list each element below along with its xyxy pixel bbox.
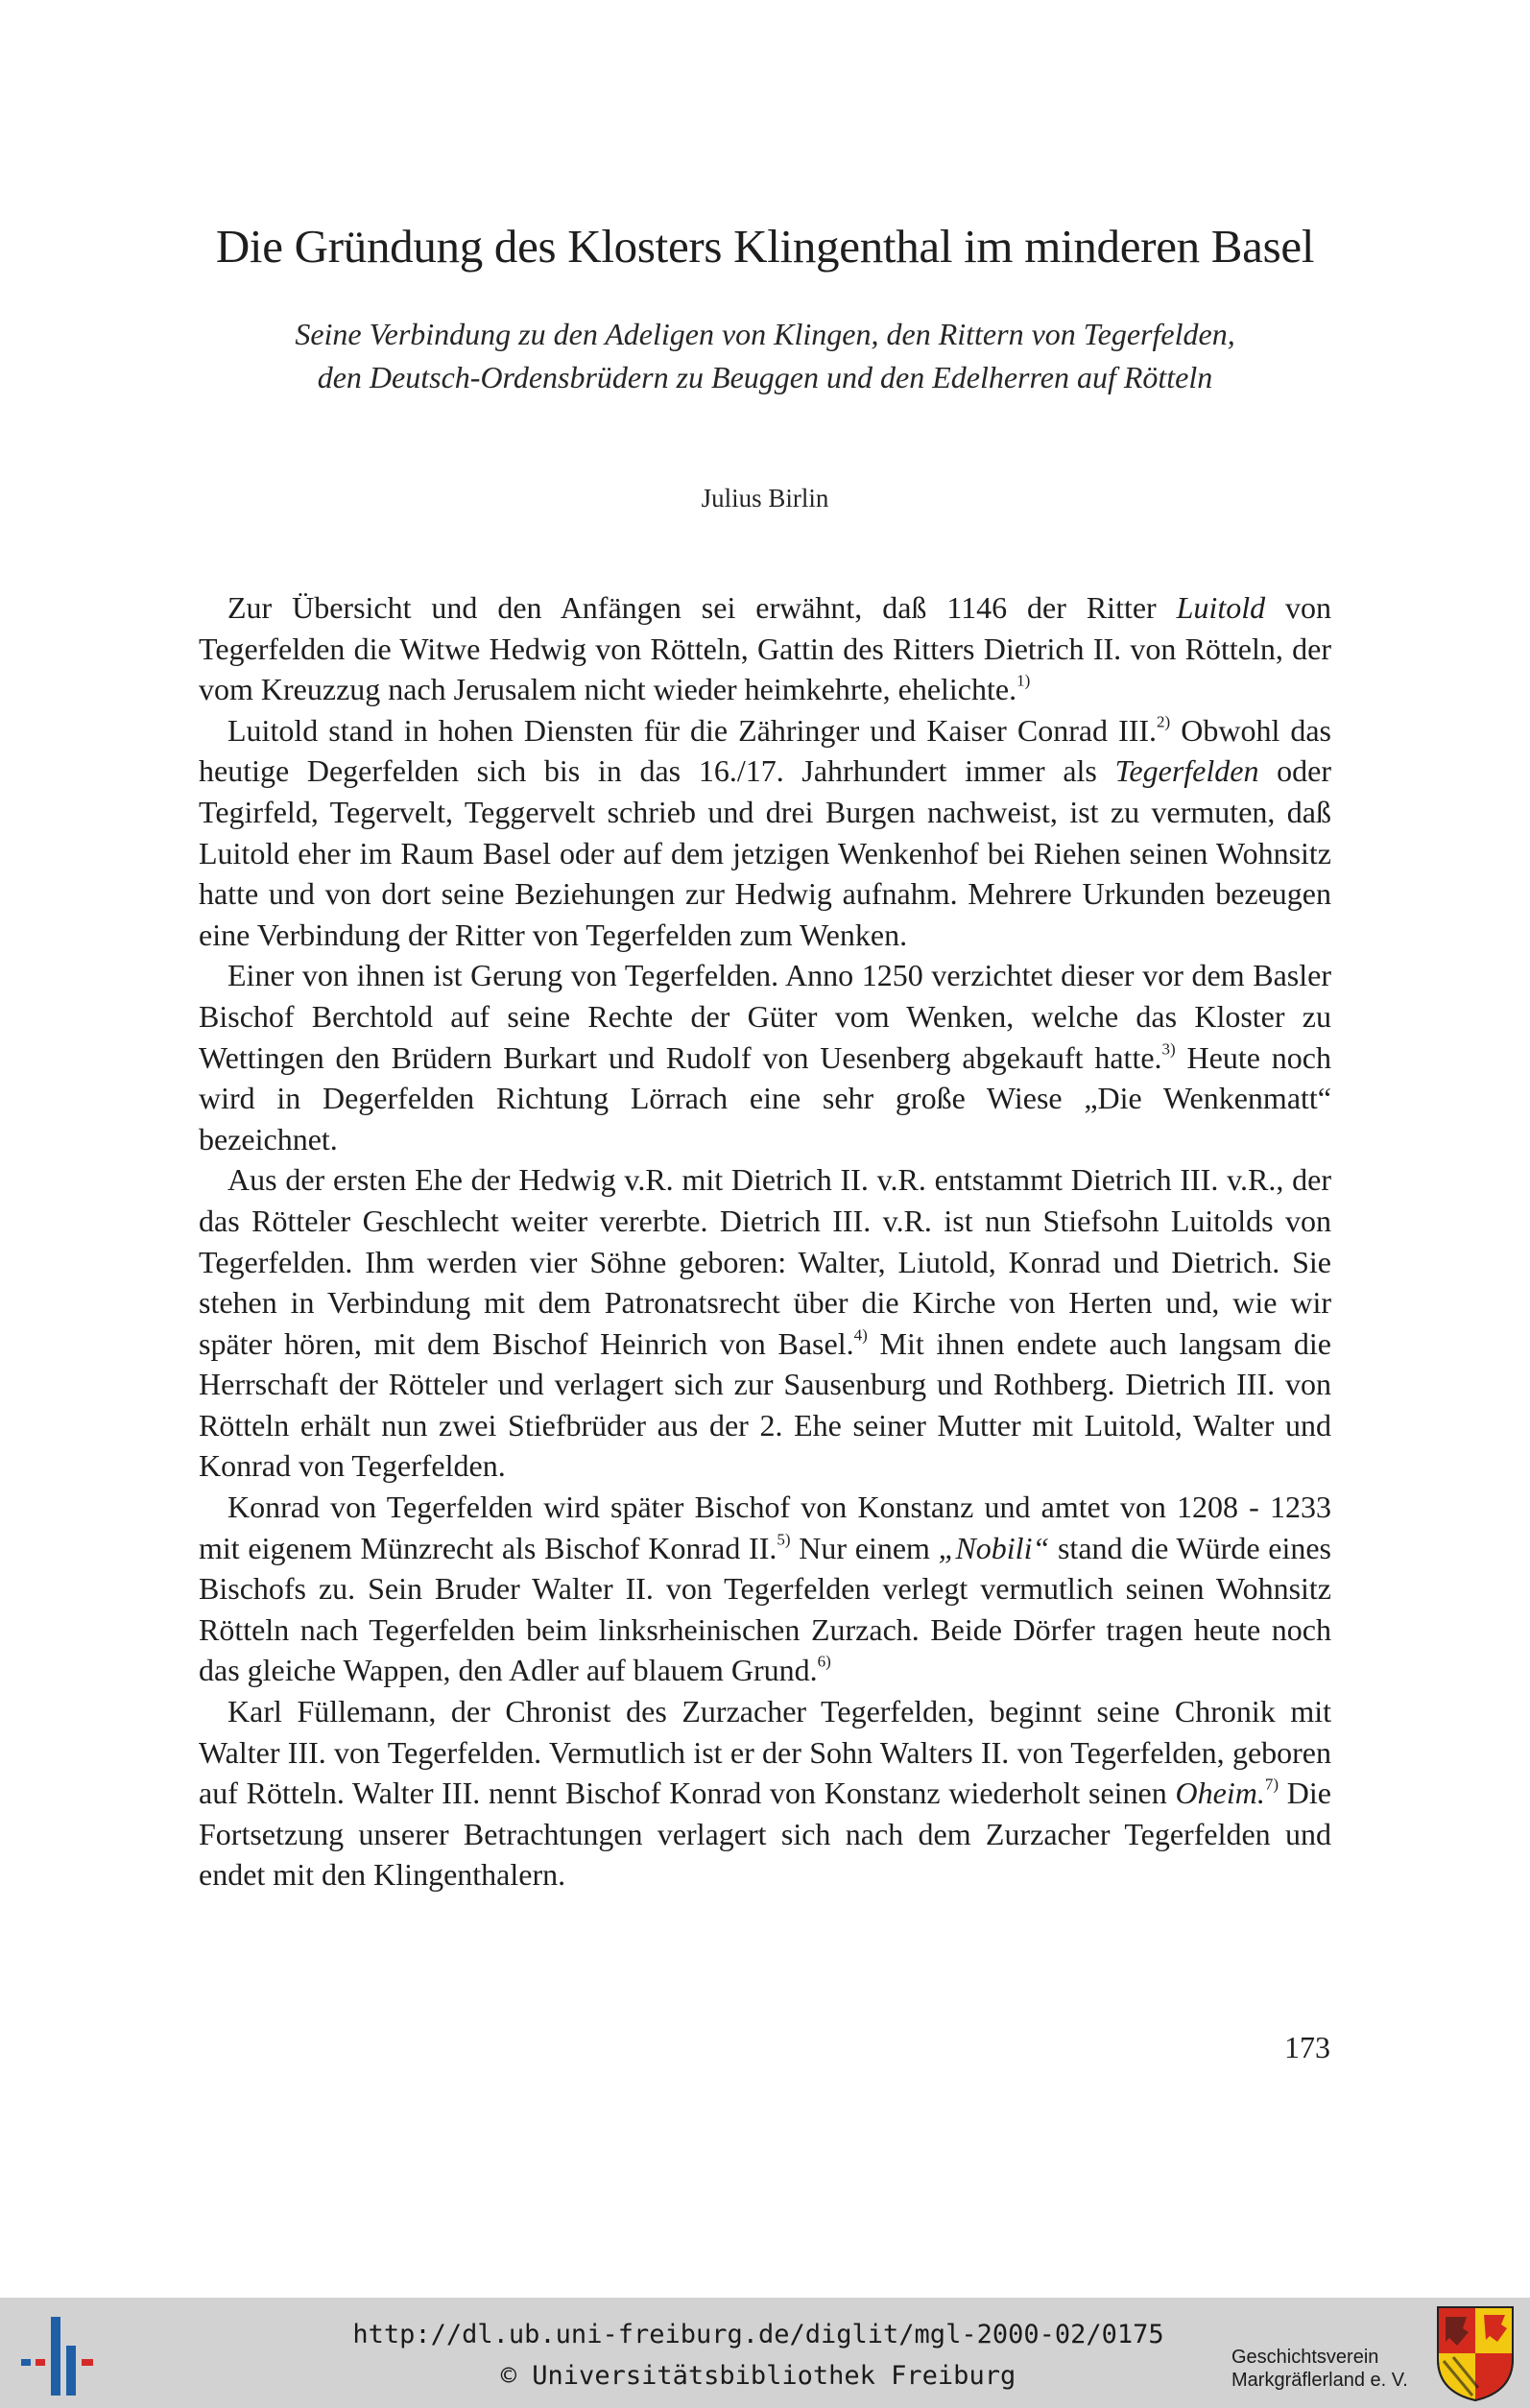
italic-text: Tegerfelden: [1114, 753, 1259, 789]
paragraph-text: Die Fortsetzung unserer Betrachtungen verlagert sich nach dem Zurzacher Tegerfelden und endet mit den Klingenthalern.: [199, 1776, 1332, 1893]
subtitle-line-2: den Deutsch-Ordensbrüdern zu Beuggen und den Edelherren auf Rötteln: [317, 360, 1213, 394]
coat-of-arms-icon: [1434, 2303, 1517, 2403]
footnote-marker: 7): [1264, 1775, 1279, 1794]
paragraph-6: [199, 1691, 1331, 1895]
paragraph-text: Zur Übersicht und den Anfängen sei erwähnt, daß 1146 der Ritter: [227, 590, 1177, 625]
footnote-marker: 1): [1016, 671, 1031, 690]
footnote-marker: 6): [817, 1653, 831, 1671]
footnote-marker: 5): [777, 1530, 791, 1549]
author-name: Julius Birlin: [701, 484, 829, 513]
footer-society-name: [1231, 2346, 1423, 2392]
footer-copyright: © Universitätsbibliothek Freiburg: [500, 2361, 1016, 2391]
paragraph-text: stand die Würde eines Bischofs zu. Sein Bruder Walter II. von Tegerfelden verlegt vermutlich seinen Wohnsitz Rötteln nach Tegerfelden beim linksrheinischen Zurzach. Beide Dörfer tragen heute noch das gleiche Wappen, den Adler auf blauem Grund.: [199, 1530, 1331, 1688]
paragraph-text: Aus der ersten Ehe der Hedwig v.R. mit Dietrich II. v.R. entstammt Dietrich III. v.R., der das Rötteler Geschlecht weiter vererbte. Dietrich III. v.R. ist nun Stiefsohn Luitolds von Tegerfelden. Ihm werden vier Söhne geboren: Walter, Liutold, Konrad und Dietrich. Sie stehen in Verbindung mit dem Patronatsrecht über die Kirche von Herten und, wie wir später hören, mit dem Bischof Heinrich von Basel.: [199, 1162, 1331, 1361]
footnote-marker: 4): [853, 1325, 868, 1345]
society-line-1: Geschichtsverein: [1231, 2347, 1379, 2368]
paragraph-4: [199, 1159, 1331, 1487]
paragraph-text: Luitold stand in hohen Diensten für die Zähringer und Kaiser Conrad III.: [227, 712, 1158, 748]
footer-url-link[interactable]: http://dl.ub.uni-freiburg.de/diglit/mgl-2000-02/0175: [352, 2320, 1164, 2349]
subtitle-line-1: Seine Verbindung zu den Adeligen von Klingen, den Rittern von Tegerfelden,: [295, 317, 1235, 351]
article-body: [199, 587, 1331, 1895]
paragraph-text: von Tegerfelden die Witwe Hedwig von Rötteln, Gattin des Ritters Dietrich II. von Rötteln, der vom Kreuzzug nach Jerusalem nicht wieder heimkehrte, ehelichte.: [199, 590, 1332, 707]
article-title: Die Gründung des Klosters Klingenthal im minderen Basel: [215, 220, 1315, 273]
footnote-marker: 3): [1161, 1039, 1176, 1059]
ub-freiburg-logo-icon: [15, 2305, 102, 2401]
paragraph-text: Karl Füllemann, der Chronist des Zurzacher Tegerfelden, beginnt seine Chronik mit Walter III. von Tegerfelden. Vermutlich ist er der Sohn Walters II. von Tegerfelden, geboren auf Rötteln. Walter III. nennt Bischof Konrad von Konstanz wiederholt seinen: [199, 1694, 1331, 1811]
paragraph-text: Obwohl das heutige Degerfelden sich bis in das 16./17. Jahrhundert immer als: [199, 712, 1331, 789]
paragraph-text: oder Tegirfeld, Tegervelt, Teggervelt schrieb und drei Burgen nachweist, ist zu vermuten, daß Luitold eher im Raum Basel oder auf dem jetzigen Wenkenhof bei Riehen seinen Wohnsitz hatte und von dort seine Beziehungen zur Hedwig aufnahm. Mehrere Urkunden bezeugen eine Verbindung der Ritter von Tegerfelden zum Wenken.: [199, 753, 1332, 952]
footer-bar: [0, 2298, 1530, 2408]
paragraph-text: Einer von ihnen ist Gerung von Tegerfelden. Anno 1250 verzichtet dieser vor dem Basler Bischof Berchtold auf seine Rechte der Güter vom Wenken, welche das Kloster zu Wettingen den Brüdern Burkart und Rudolf von Uesenberg abgekauft hatte.: [199, 958, 1331, 1075]
article-subtitle: [192, 313, 1338, 399]
page-number: 173: [1284, 2030, 1330, 2064]
paragraph-text: Konrad von Tegerfelden wird später Bischof von Konstanz und amtet von 1208 - 1233 mit eigenem Münzrecht als Bischof Konrad II.: [199, 1490, 1331, 1565]
paragraph-text: Nur einem: [790, 1530, 939, 1565]
paragraph-text: Mit ihnen endete auch langsam die Herrschaft der Rötteler und verlagert sich zur Sausenburg und Rothberg. Dietrich III. von Rötteln erhält nun zwei Stiefbrüder aus der 2. Ehe seiner Mutter mit Luitold, Walter und Konrad von Tegerfelden.: [199, 1325, 1332, 1484]
footnote-marker: 2): [1157, 712, 1171, 731]
paragraph-5: [199, 1487, 1331, 1691]
paragraph-3: [199, 955, 1331, 1159]
italic-text: Luitold: [1176, 590, 1266, 625]
paragraph-text: Heute noch wird in Degerfelden Richtung Lörrach eine sehr große Wiese „Die Wenkenmatt“ bezeichnet.: [199, 1039, 1332, 1156]
italic-text: Oheim.: [1175, 1776, 1265, 1811]
italic-text: „Nobili“: [938, 1530, 1050, 1565]
paragraph-2: [199, 710, 1331, 956]
society-line-2: Markgräflerland e. V.: [1231, 2370, 1408, 2391]
paragraph-1: [199, 587, 1331, 710]
